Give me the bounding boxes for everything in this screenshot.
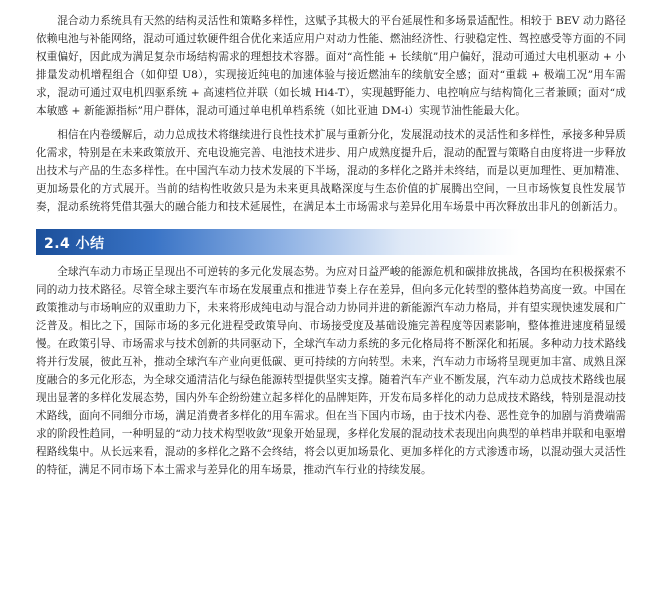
section-heading-bar	[36, 229, 626, 255]
body-paragraph-1: 混合动力系统具有天然的结构灵活性和策略多样性，这赋予其极大的平台延展性和多场景适配性。相较于 BEV 动力路径依赖电池与补能网络，混动可通过软硬件组合优化来适应用户对动力性能、燃油经济性、行驶稳定性、驾控感受等方面的不同权重偏好，因此成为满足复杂市场结构需求的理想技术容器。面对“高性能 + 长续航”用户偏好，混动可通过大电机驱动 + 小排量发动机增程组合（如仰望 U8），实现接近纯电的加速体验与接近燃油车的续航安全感；面对“重载 + 极端工况”用车需求，混动可通过双电机四驱系统 + 高速档位并联（如长城 Hi4-T），实现越野能力、电控响应与结构简化三者兼顾；面对“成本敏感 + 新能源指标”用户群体，混动可通过单电机单档系统（如比亚迪 DM-i）实现节油性能最大化。	[36, 15, 626, 117]
section-title: 2.4 小结	[44, 236, 105, 252]
body-paragraph-2: 相信在内卷缓解后，动力总成技术将继续进行良性技术扩展与重新分化，发展混动技术的灵活性和多样性，承接多种异质化需求，特别是在未来政策放开、充电设施完善、电池技术进步、用户成熟度提升后，混动的配置与策略自由度将进一步释放出技术与产品的生态多样性。在中国汽车动力技术发展的下半场，混动的多样化之路并未终结，而是以更加理性、更加精准、更加场景化的方式展开。当前的结构性收敛只是为未来更具战略深度与生态价值的扩展腾出空间，一旦市场恢复良性发展节奏，混动系统将凭借其强大的融合能力和技术延展性，在满足本土市场需求与差异化用车场景中再次释放出非凡的创新活力。	[36, 129, 626, 213]
section-paragraph-1: 全球汽车动力市场正呈现出不可逆转的多元化发展态势。为应对日益严峻的能源危机和碳排放挑战，各国均在积极探索不同的动力技术路径。尽管全球主要汽车市场在发展重点和推进节奏上存在差异，但向多元化转型的整体趋势高度一致。中国在政策推动与市场响应的双重助力下，未来将形成纯电动与混合动力协同并进的新能源汽车动力格局，并有望实现快速发展和广泛普及。相比之下，国际市场的多元化进程受政策导向、市场接受度及基础设施完善程度等因素影响，整体推进速度稍显缓慢。在政策引导、市场需求与技术创新的共同驱动下，全球汽车动力系统的多元化格局将不断深化和拓展。多种动力技术路线将并行发展，彼此互补，推动全球汽车产业向更低碳、更可持续的方向转型。未来，汽车动力市场将呈现更加丰富、成熟且深度融合的多元化形态，为全球交通清洁化与绿色能源转型提供坚实支撑。随着汽车产业不断发展，汽车动力总成技术路线也展现出显著的多样化发展态势，国内外车企纷纷建立起多样化的品牌矩阵，开发布局多样化的动力总成技术路线，特别是混动技术路线，面向不同细分市场，满足消费者多样化的用车需求。但在当下国内市场，由于技术内卷、恶性竞争的加剧与消费端需求的阶段性趋同，一种明显的“动力技术构型收敛”现象开始显现，多样化发展的混动技术表现出向典型的单档串并联和电驱增程路线集中。从长远来看，混动的多样化之路不会终结，将会以更加场景化、更加多样化的方式渗透市场，以混动强大灵活性的特征，满足不同市场下本土需求与差异化的用车场景，推动汽车行业的持续发展。	[36, 266, 626, 476]
